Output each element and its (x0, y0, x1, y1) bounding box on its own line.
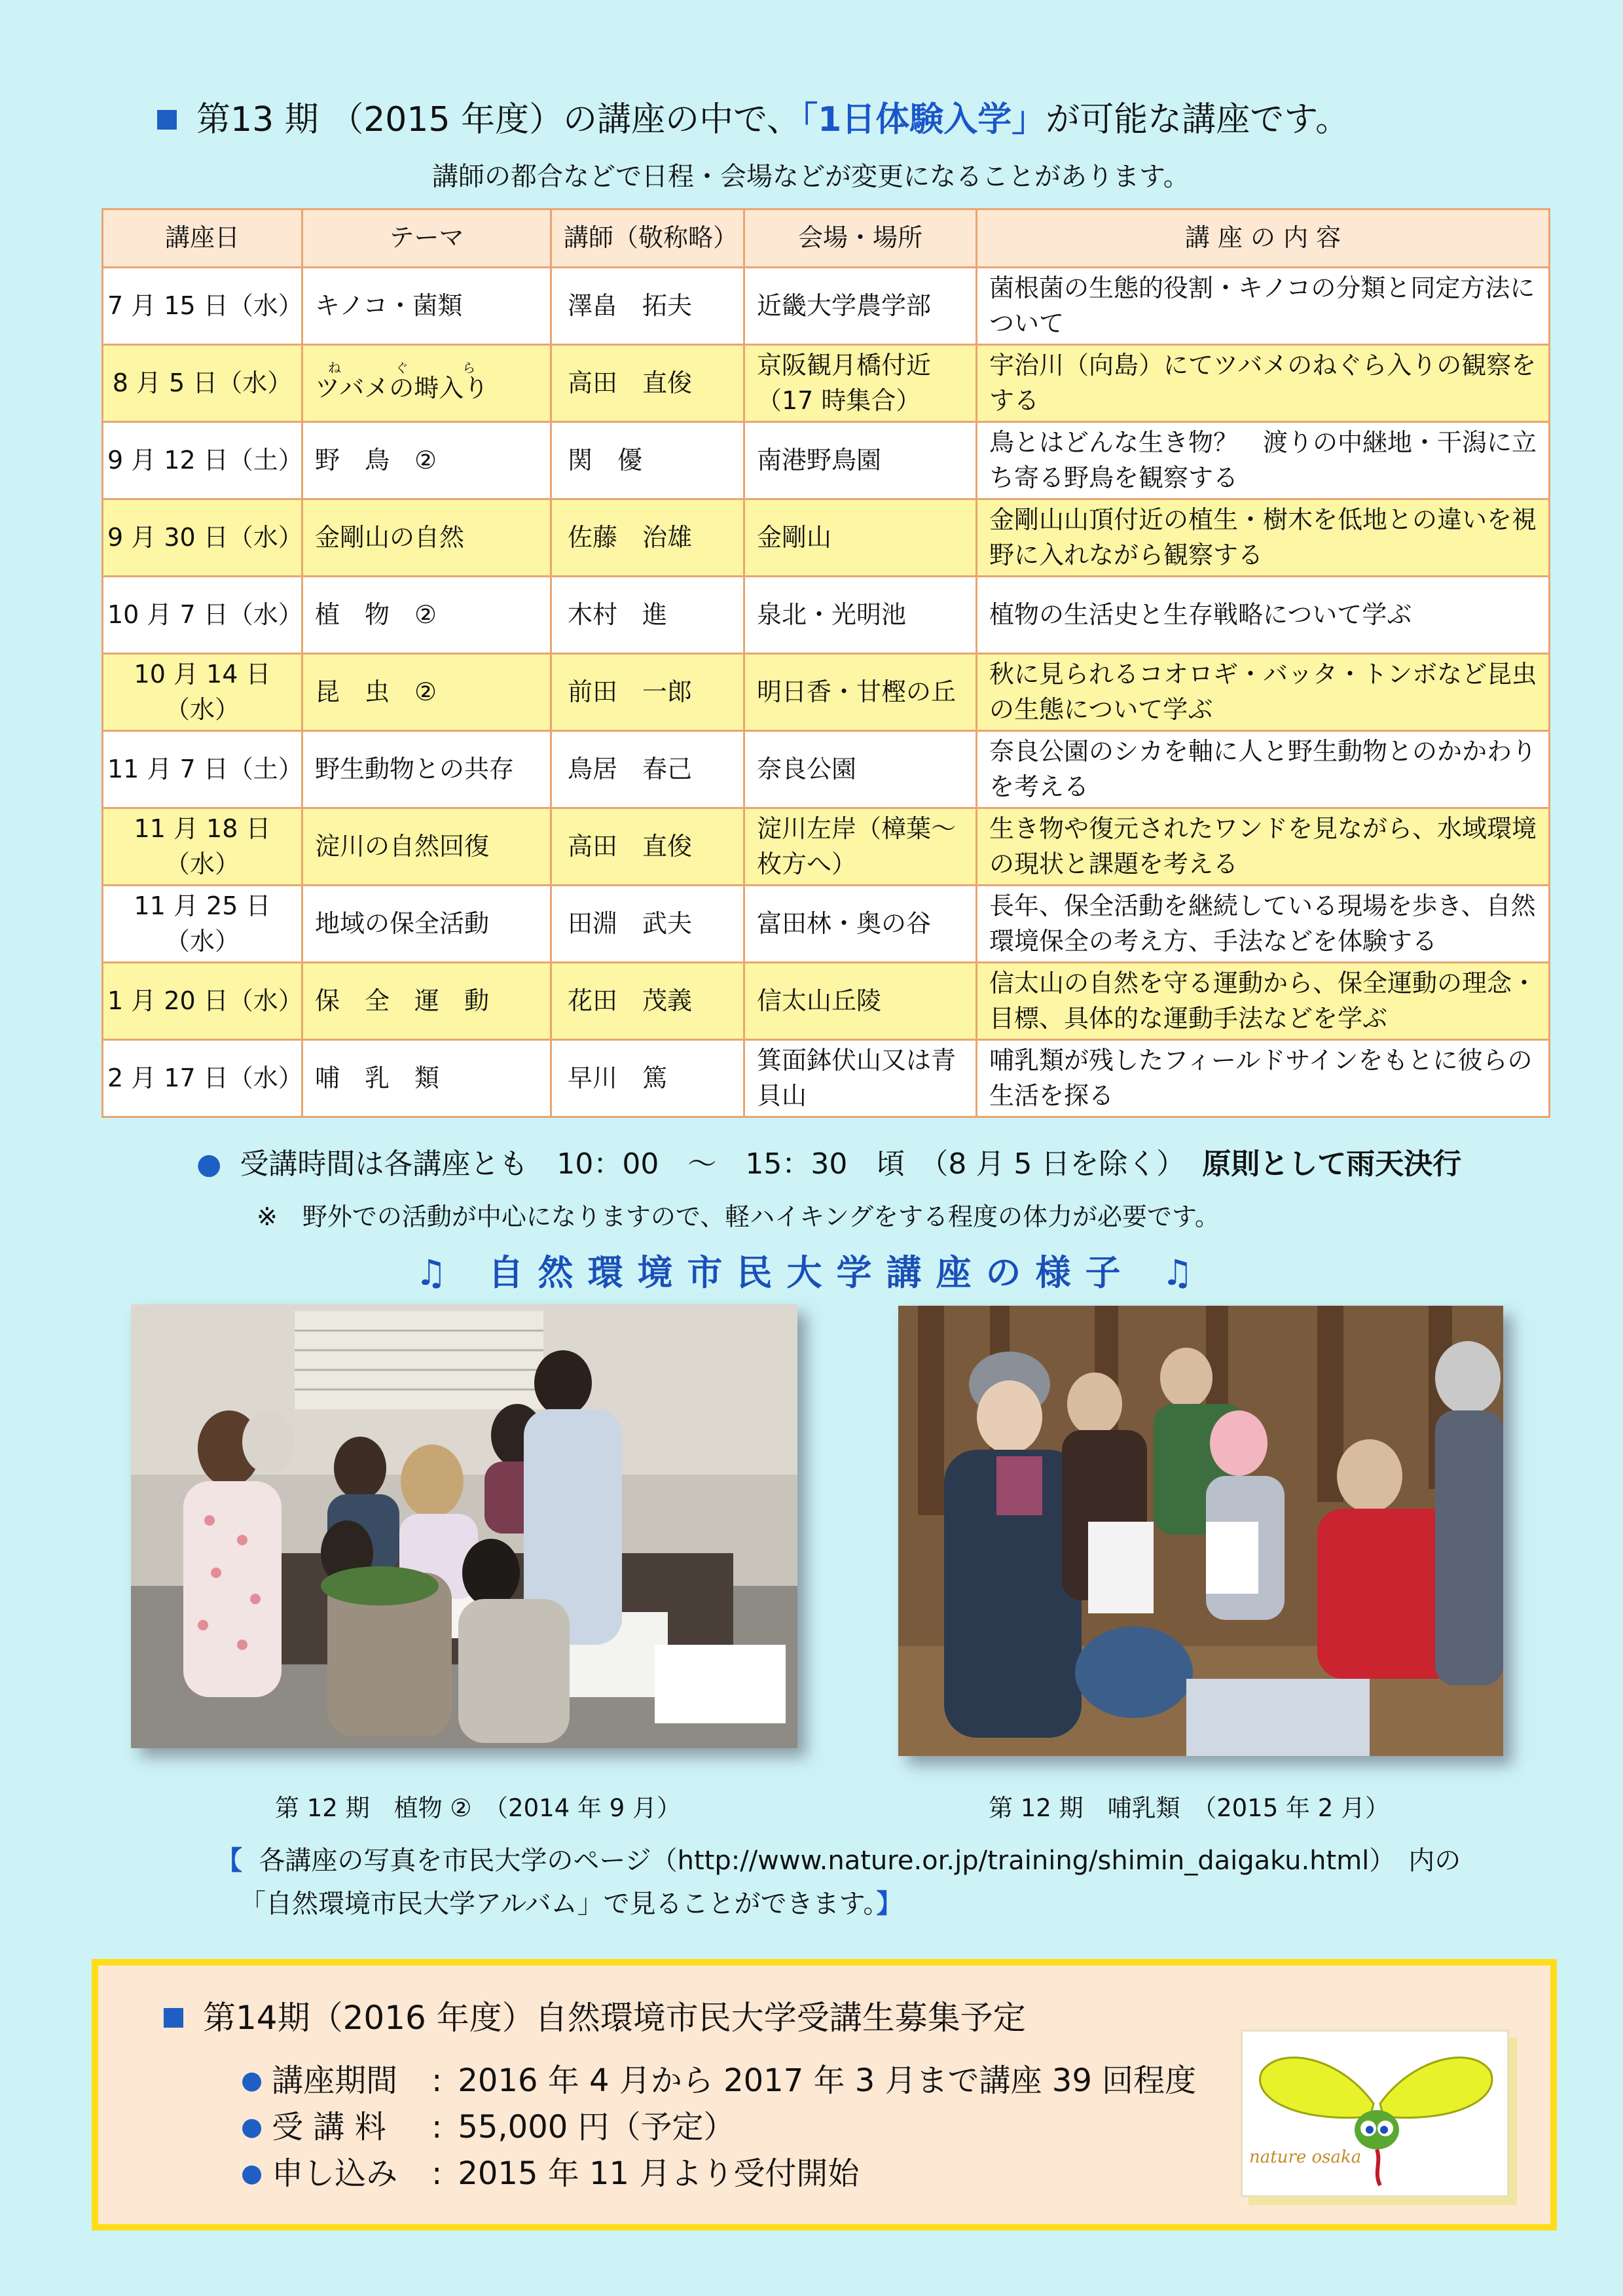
rain-policy: 原則として雨天決行 (1202, 1147, 1462, 1181)
cell-content: 秋に見られるコオロギ・バッタ・トンボなど昆虫の生態について学ぶ (977, 654, 1550, 731)
cell-lecturer: 鳥居 春己 (551, 731, 744, 808)
cell-date: 9 月 12 日（土） (103, 422, 302, 499)
item-label: 申し込み (272, 2155, 398, 2192)
bullet-dot-icon: ● (241, 2159, 263, 2187)
photo-section-title: ♫ 自然環境市民大学講座の様子 ♫ (415, 1252, 1208, 1293)
cell-theme: 哺 乳 類 (302, 1040, 551, 1117)
cell-content: 鳥とはどんな生き物？ 渡りの中継地・干潟に立ち寄る野鳥を観察する (977, 422, 1550, 499)
cell-venue: 淀川左岸（樟葉～枚方へ） (744, 808, 977, 886)
cell-venue: 信太山丘陵 (744, 963, 977, 1040)
cell-lecturer: 関 優 (551, 422, 744, 499)
recruitment-title (164, 1992, 1026, 2039)
cell-theme: キノコ・菌類 (302, 268, 551, 345)
cell-venue: 泉北・光明池 (744, 577, 977, 654)
table-row (103, 345, 1550, 422)
caption-plants: 第 12 期 植物 ② （2014 年 9 月） (275, 1794, 682, 1822)
header-theme: テーマ (302, 209, 551, 268)
table-row (103, 808, 1550, 886)
colon-separator: : (431, 2109, 443, 2145)
cell-lecturer: 高田 直俊 (551, 345, 744, 422)
heading-text: 第13 期 （2015 年度）の講座の中で、 (196, 100, 801, 139)
photo-mammals-forest (898, 1306, 1503, 1756)
list-item (241, 2057, 1196, 2104)
header-venue: 会場・場所 (744, 209, 977, 268)
table-row (103, 886, 1550, 963)
cell-date: 10 月 7 日（水） (103, 577, 302, 654)
list-item (241, 2104, 1196, 2150)
item-label: 講座期間 (272, 2062, 398, 2099)
header-date: 講座日 (103, 209, 302, 268)
cell-content: 信太山の自然を守る運動から、保全運動の理念・目標、具体的な運動手法などを学ぶ (977, 963, 1550, 1040)
cell-venue: 奈良公園 (744, 731, 977, 808)
cell-venue: 箕面鉢伏山又は青貝山 (744, 1040, 977, 1117)
album-note-line1 (216, 1839, 1461, 1882)
seed-mascot-icon (1243, 2032, 1507, 2195)
cell-content: 植物の生活史と生存戦略について学ぶ (977, 577, 1550, 654)
cell-lecturer: 田淵 武夫 (551, 886, 744, 963)
recruitment-title-text: 第14期（2016 年度）自然環境市民大学受講生募集予定 (203, 1999, 1026, 2037)
colon-separator: : (431, 2155, 443, 2192)
ruby-reading: ねぐら (315, 359, 489, 376)
page-heading (157, 92, 1349, 141)
cell-theme: 淀川の自然回復 (302, 808, 551, 886)
list-item (241, 2150, 1196, 2197)
cell-lecturer: 早川 篤 (551, 1040, 744, 1117)
fitness-caution: ※ 野外での活動が中心になりますので、軽ハイキングをする程度の体力が必要です。 (257, 1202, 1220, 1231)
cell-date: 9 月 30 日（水） (103, 499, 302, 577)
recruitment-box (92, 1959, 1557, 2231)
colon-separator: : (431, 2062, 443, 2099)
cell-venue: 京阪観月橋付近（17 時集合） (744, 345, 977, 422)
cell-lecturer: 高田 直俊 (551, 808, 744, 886)
square-bullet-icon (164, 2008, 183, 2028)
cell-lecturer: 木村 進 (551, 577, 744, 654)
photo-plants-classroom (131, 1304, 797, 1748)
header-content: 講 座 の 内 容 (977, 209, 1550, 268)
cell-content: 生き物や復元されたワンドを見ながら、水域環境の現状と課題を考える (977, 808, 1550, 886)
forest-photo-illustration (898, 1306, 1503, 1756)
cell-date: 1 月 20 日（水） (103, 963, 302, 1040)
album-note-line2 (216, 1882, 1461, 1926)
cell-date: 11 月 7 日（土） (103, 731, 302, 808)
cell-content: 金剛山山頂付近の植生・樹木を低地との違いを視野に入れながら観察する (977, 499, 1550, 577)
cell-date: 8 月 5 日（水） (103, 345, 302, 422)
bullet-dot-icon: ● (196, 1147, 222, 1181)
album-name-text: 「自然環境市民大学アルバム」で見ることができます。 (240, 1889, 877, 1919)
cell-venue: 近畿大学農学部 (744, 268, 977, 345)
cell-date: 2 月 17 日（水） (103, 1040, 302, 1117)
item-value: 2015 年 11 月より受付開始 (458, 2155, 860, 2192)
heading-text-end: が可能な講座です。 (1046, 100, 1350, 139)
bullet-dot-icon: ● (241, 2112, 263, 2141)
schedule-table (101, 208, 1550, 1118)
table-row (103, 963, 1550, 1040)
cell-theme: 植 物 ② (302, 577, 551, 654)
cell-theme: 昆 虫 ② (302, 654, 551, 731)
cell-content: 長年、保全活動を継続している現場を歩き、自然環境保全の考え方、手法などを体験する (977, 886, 1550, 963)
cell-venue: 金剛山 (744, 499, 977, 577)
heading-highlight: 「1日体験入学」 (801, 100, 1046, 139)
theme-text: ツバメの塒入り (315, 373, 489, 403)
cell-content: 宇治川（向島）にてツバメのねぐら入りの観察をする (977, 345, 1550, 422)
cell-theme (302, 345, 551, 422)
nature-osaka-logo (1241, 2030, 1509, 2197)
square-bullet-icon (157, 110, 177, 130)
class-time-text: 受講時間は各講座とも 10：00 ～ 15：30 頃 （8 月 5 日を除く） (240, 1147, 1186, 1181)
cell-date: 11 月 18 日（水） (103, 808, 302, 886)
table-row (103, 499, 1550, 577)
cell-theme: 地域の保全活動 (302, 886, 551, 963)
bracket-close: 】 (876, 1889, 903, 1919)
cell-theme: 金剛山の自然 (302, 499, 551, 577)
album-url-text: 各講座の写真を市民大学のページ（http://www.nature.or.jp/training/shimin_daigaku.html） 内の (259, 1846, 1461, 1876)
cell-venue: 富田林・奥の谷 (744, 886, 977, 963)
cell-venue: 明日香・甘樫の丘 (744, 654, 977, 731)
item-label: 受 講 料 (272, 2109, 386, 2145)
header-lecturer: 講師（敬称略） (551, 209, 744, 268)
class-time-info (196, 1140, 1461, 1182)
cell-lecturer: 佐藤 治雄 (551, 499, 744, 577)
bracket-open: 【 (216, 1846, 242, 1876)
table-row (103, 731, 1550, 808)
cell-content: 哺乳類が残したフィールドサインをもとに彼らの生活を探る (977, 1040, 1550, 1117)
cell-theme: 野 鳥 ② (302, 422, 551, 499)
table-row (103, 1040, 1550, 1117)
album-note (216, 1839, 1461, 1926)
caption-mammals: 第 12 期 哺乳類 （2015 年 2 月） (989, 1794, 1390, 1822)
recruitment-list (241, 2057, 1196, 2197)
table-header-row (103, 209, 1550, 268)
table-row (103, 422, 1550, 499)
cell-content: 菌根菌の生態的役割・キノコの分類と同定方法について (977, 268, 1550, 345)
cell-venue: 南港野鳥園 (744, 422, 977, 499)
logo-text: nature osaka (1249, 2147, 1362, 2167)
item-value: 2016 年 4 月から 2017 年 3 月まで講座 39 回程度 (458, 2062, 1197, 2099)
cell-date: 7 月 15 日（水） (103, 268, 302, 345)
cell-lecturer: 澤畠 拓夫 (551, 268, 744, 345)
classroom-photo-illustration (131, 1304, 797, 1748)
cell-date: 11 月 25 日（水） (103, 886, 302, 963)
table-row (103, 268, 1550, 345)
table-row (103, 577, 1550, 654)
cell-date: 10 月 14 日（水） (103, 654, 302, 731)
bullet-dot-icon: ● (241, 2066, 263, 2094)
table-row (103, 654, 1550, 731)
cell-lecturer: 前田 一郎 (551, 654, 744, 731)
cell-lecturer: 花田 茂義 (551, 963, 744, 1040)
cell-theme: 野生動物との共存 (302, 731, 551, 808)
cell-content: 奈良公園のシカを軸に人と野生動物とのかかわりを考える (977, 731, 1550, 808)
schedule-note: 講師の都合などで日程・会場などが変更になることがあります。 (432, 162, 1190, 192)
cell-theme: 保 全 運 動 (302, 963, 551, 1040)
item-value: 55,000 円（予定） (458, 2109, 735, 2145)
